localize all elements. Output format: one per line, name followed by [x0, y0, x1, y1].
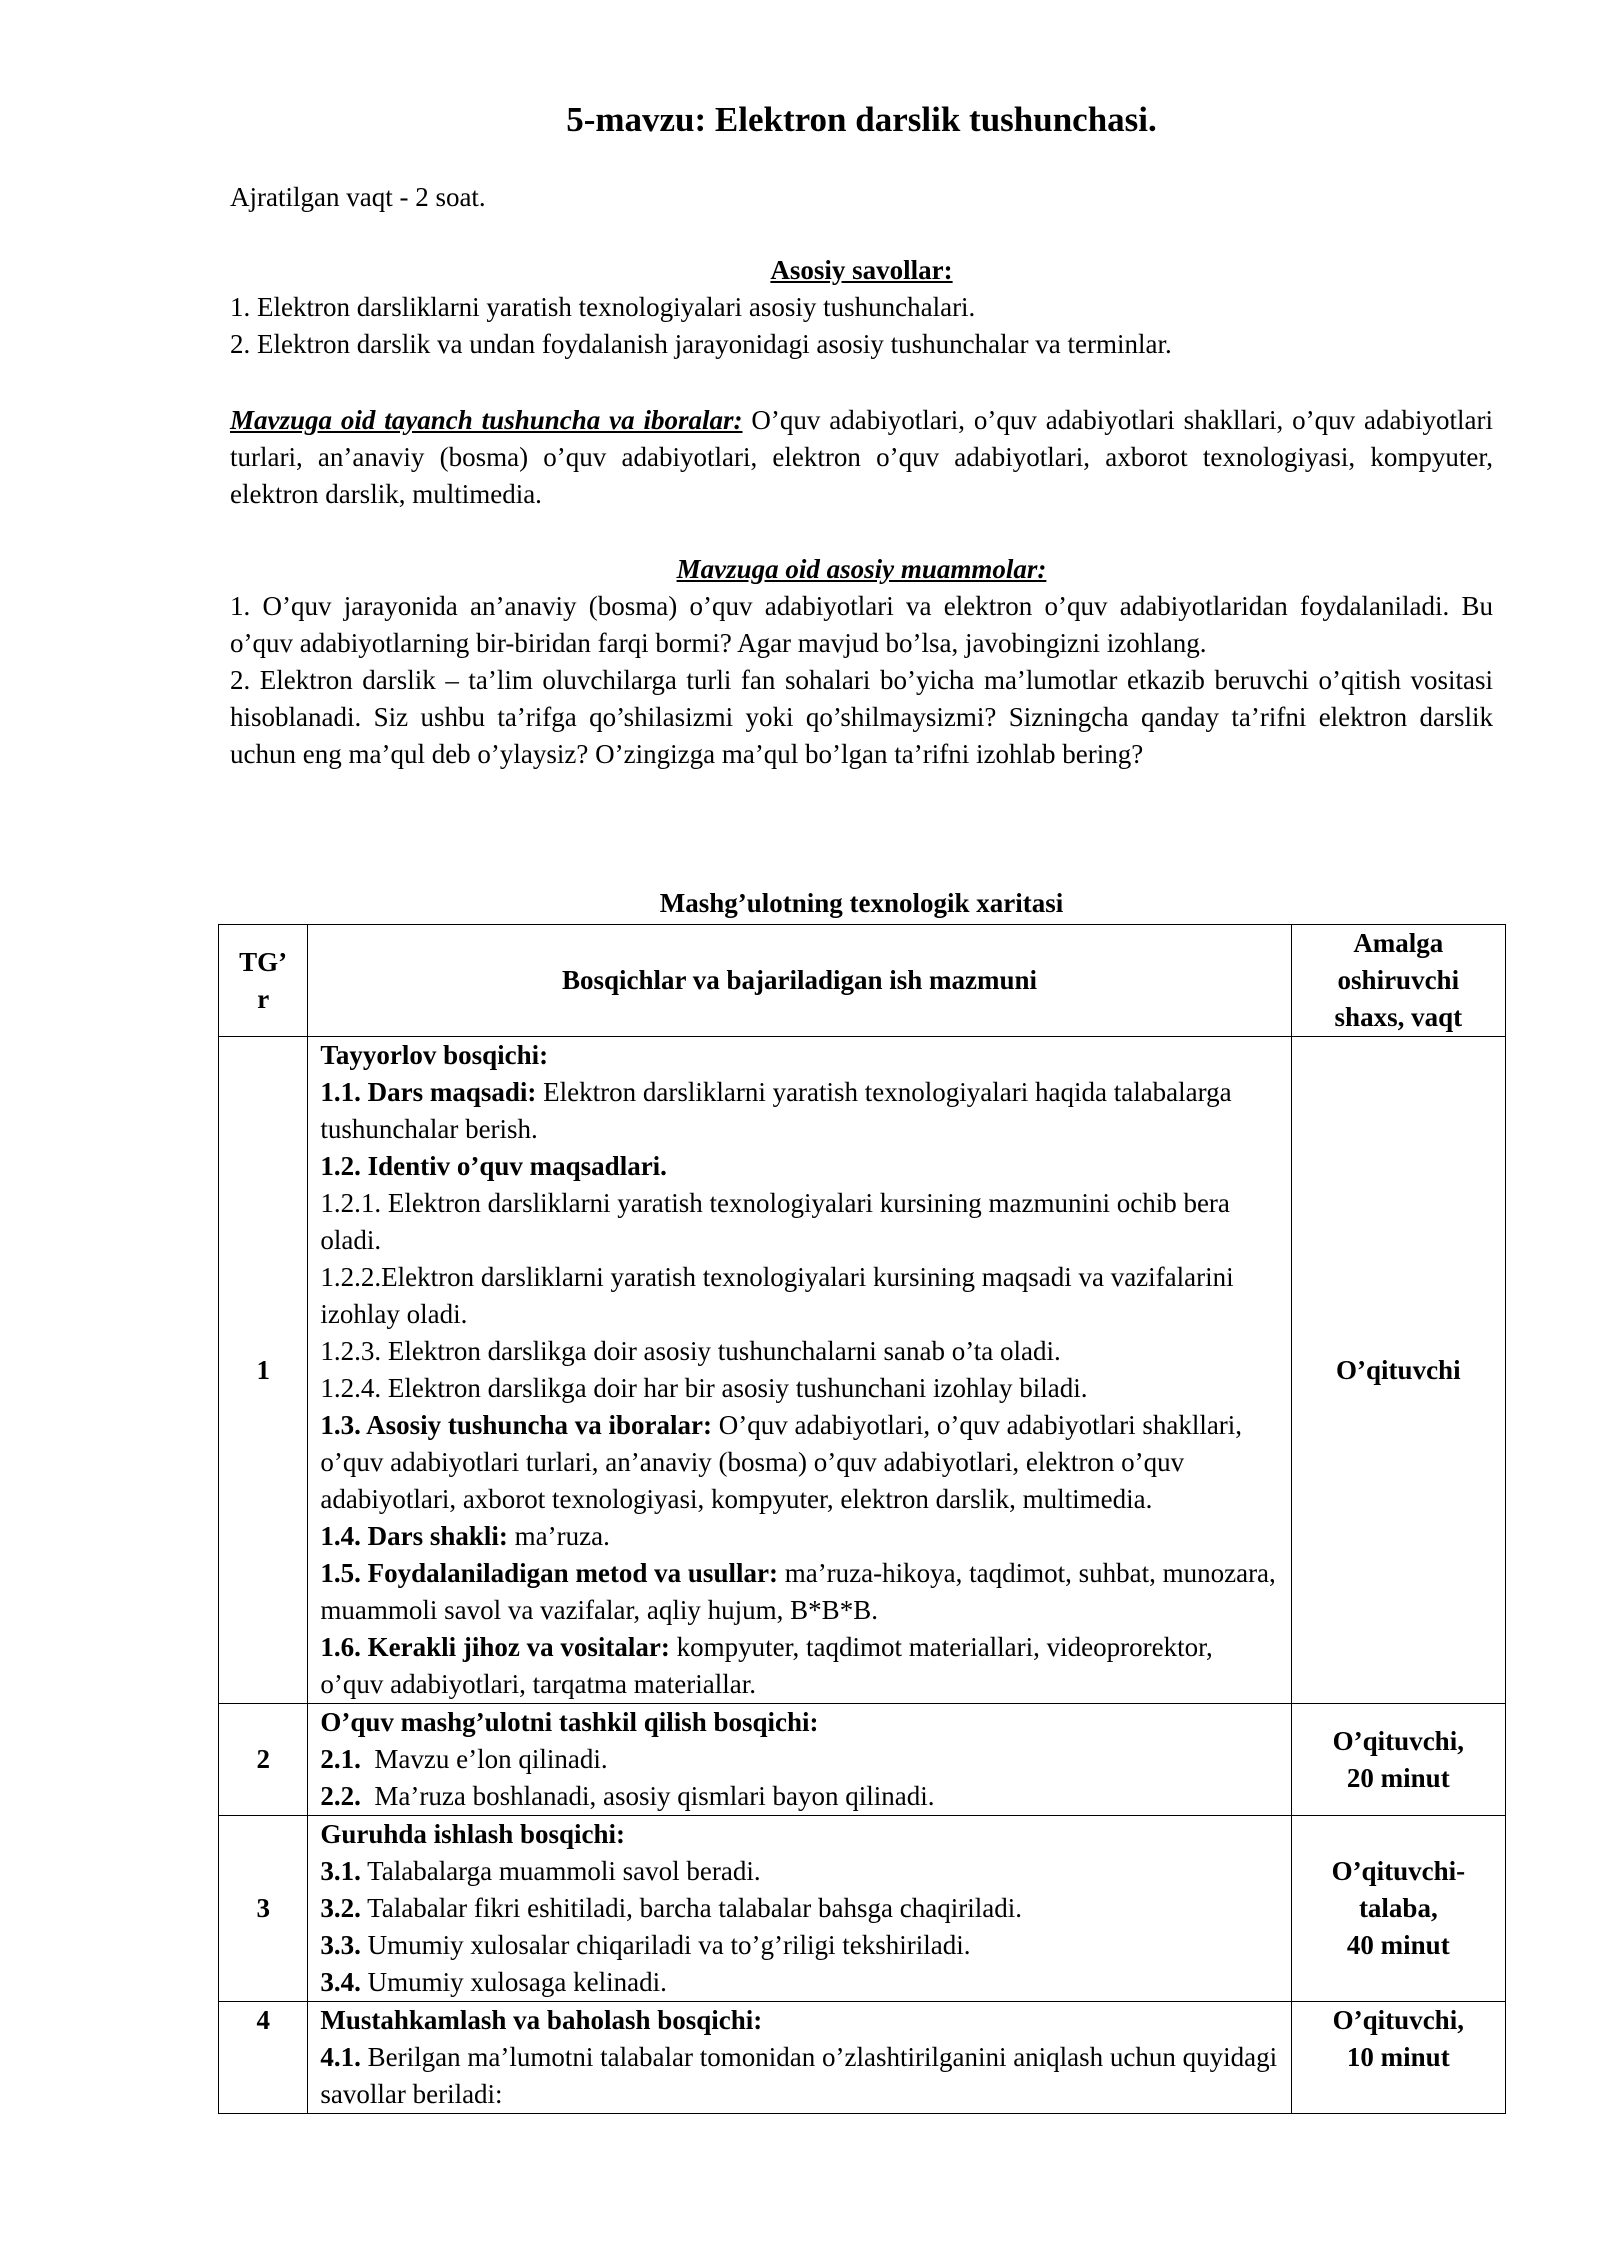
stage-title: Mustahkamlash va baholash bosqichi: — [320, 2005, 763, 2035]
key-concepts-label: Mavzuga oid tayanch tushuncha va iboralar: — [230, 405, 743, 435]
list-item: 2.2. Ma’ruza boshlanadi, asosiy qismlari bayon qilinadi. — [320, 1781, 935, 1811]
list-item: 1.4. Dars shakli: ma’ruza. — [320, 1521, 610, 1551]
row-responsible: O’qituvchi — [1291, 1037, 1505, 1704]
row-num: 1 — [219, 1037, 308, 1704]
list-item: 1.1. Dars maqsadi: Elektron darsliklarni yaratish texnologiyalari haqida talabalarga tushunchalar berish. — [320, 1077, 1232, 1144]
main-question-item: 2. Elektron darslik va undan foydalanish jarayonidagi asosiy tushunchalar va terminlar. — [230, 329, 1172, 359]
row-content — [308, 1037, 1291, 1704]
main-question-item: 1. Elektron darsliklarni yaratish texnologiyalari asosiy tushunchalari. — [230, 292, 976, 322]
table-title: Mashg’ulotning texnologik xaritasi — [659, 888, 1064, 918]
list-item: 3.1. Talabalarga muammoli savol beradi. — [320, 1856, 761, 1886]
row-num: 4 — [219, 2002, 308, 2114]
list-item: 3.2. Talabalar fikri eshitiladi, barcha talabalar bahsga chaqiriladi. — [320, 1893, 1022, 1923]
header-num: TG’ r — [219, 925, 308, 1037]
allocated-time: Ajratilgan vaqt - 2 soat. — [230, 182, 486, 212]
stage-title: Tayyorlov bosqichi: — [320, 1040, 549, 1070]
main-questions-heading: Asosiy savollar: — [770, 255, 953, 285]
technology-map-table — [218, 924, 1506, 2114]
list-item: 1.3. Asosiy tushuncha va iboralar: O’quv adabiyotlari, o’quv adabiyotlari shakllari, o’quv adabiyotlari turlari, an’anaviy (bosma) o’quv adabiyotlari, elektron o’quv adabiyotlari, axborot texnologiyasi, kompyuter, elektron darslik, multimedia. — [320, 1410, 1243, 1514]
table-row — [219, 2002, 1506, 2114]
problem-item: 2. Elektron darslik – ta’lim oluvchilarga turli fan sohalari bo’yicha ma’lumotlar etkazib beruvchi o’qitish vositasi hisoblanadi. Siz ushbu ta’rifga qo’shilasizmi yoki qo’shilmaysizmi? Sizningcha qanday ta’rifni elektron darslik uchun eng ma’qul deb o’ylaysiz? O’zingizga ma’qul bo’lgan ta’rifni izohlab bering? — [230, 665, 1493, 769]
list-item: 1.2. Identiv o’quv maqsadlari. — [320, 1151, 667, 1181]
header-content: Bosqichlar va bajariladigan ish mazmuni — [308, 925, 1291, 1037]
row-content — [308, 2002, 1291, 2114]
list-item: 1.6. Kerakli jihoz va vositalar: kompyuter, taqdimot materiallari, videoprorektor, o’quv adabiyotlari, tarqatma materiallar. — [320, 1632, 1213, 1699]
table-row — [219, 1816, 1506, 2002]
list-item: 1.2.3. Elektron darslikga doir asosiy tushunchalarni sanab o’ta oladi. — [320, 1336, 1061, 1366]
table-row — [219, 1704, 1506, 1816]
row-content — [308, 1704, 1291, 1816]
row-responsible: O’qituvchi- talaba, 40 minut — [1291, 1816, 1505, 2002]
list-item: 1.2.1. Elektron darsliklarni yaratish texnologiyalari kursining mazmunini ochib bera oladi. — [320, 1188, 1230, 1255]
list-item: 2.1. Mavzu e’lon qilinadi. — [320, 1744, 608, 1774]
table-row — [219, 1037, 1506, 1704]
row-responsible: O’qituvchi, 10 minut — [1291, 2002, 1505, 2114]
row-num: 3 — [219, 1816, 308, 2002]
key-concepts-text: O’quv adabiyotlari, o’quv adabiyotlari shakllari, o’quv adabiyotlari turlari, an’anaviy (bosma) o’quv adabiyotlari, elektron o’quv adabiyotlari, axborot texnologiyasi, kompyuter, elektron darslik, multimedia. — [230, 405, 1493, 509]
list-item: 1.2.2.Elektron darsliklarni yaratish texnologiyalari kursining maqsadi va vazifalarini izohlay oladi. — [320, 1262, 1234, 1329]
list-item: 4.1. Berilgan ma’lumotni talabalar tomonidan o’zlashtirilganini aniqlash uchun quyidagi savollar beriladi: — [320, 2042, 1278, 2109]
main-questions-section — [230, 252, 1493, 363]
stage-title: O’quv mashg’ulotni tashkil qilish bosqichi: — [320, 1707, 819, 1737]
list-item: 3.4. Umumiy xulosaga kelinadi. — [320, 1967, 667, 1997]
header-responsible: Amalga oshiruvchi shaxs, vaqt — [1291, 925, 1505, 1037]
row-responsible: O’qituvchi, 20 minut — [1291, 1704, 1505, 1816]
row-num: 2 — [219, 1704, 308, 1816]
problems-section — [230, 551, 1493, 773]
list-item: 1.5. Foydalaniladigan metod va usullar: ma’ruza-hikoya, taqdimot, suhbat, munozara, muammoli savol va vazifalar, aqliy hujum, B*B*B. — [320, 1558, 1276, 1625]
list-item: 1.2.4. Elektron darslikga doir har bir asosiy tushunchani izohlay biladi. — [320, 1373, 1088, 1403]
row-content — [308, 1816, 1291, 2002]
list-item: 3.3. Umumiy xulosalar chiqariladi va to’g’riligi tekshiriladi. — [320, 1930, 971, 1960]
problem-item: 1. O’quv jarayonida an’anaviy (bosma) o’quv adabiyotlari va elektron o’quv adabiyotlaridan foydalaniladi. Bu o’quv adabiyotlarning bir-biridan farqi bormi? Agar mavjud bo’lsa, javobingizni izohlang. — [230, 591, 1493, 658]
key-concepts-section — [230, 402, 1493, 513]
problems-heading: Mavzuga oid asosiy muammolar: — [676, 554, 1047, 584]
stage-title: Guruhda ishlash bosqichi: — [320, 1819, 626, 1849]
page-title: 5-mavzu: Elektron darslik tushunchasi. — [566, 100, 1157, 139]
table-header-row — [219, 925, 1506, 1037]
